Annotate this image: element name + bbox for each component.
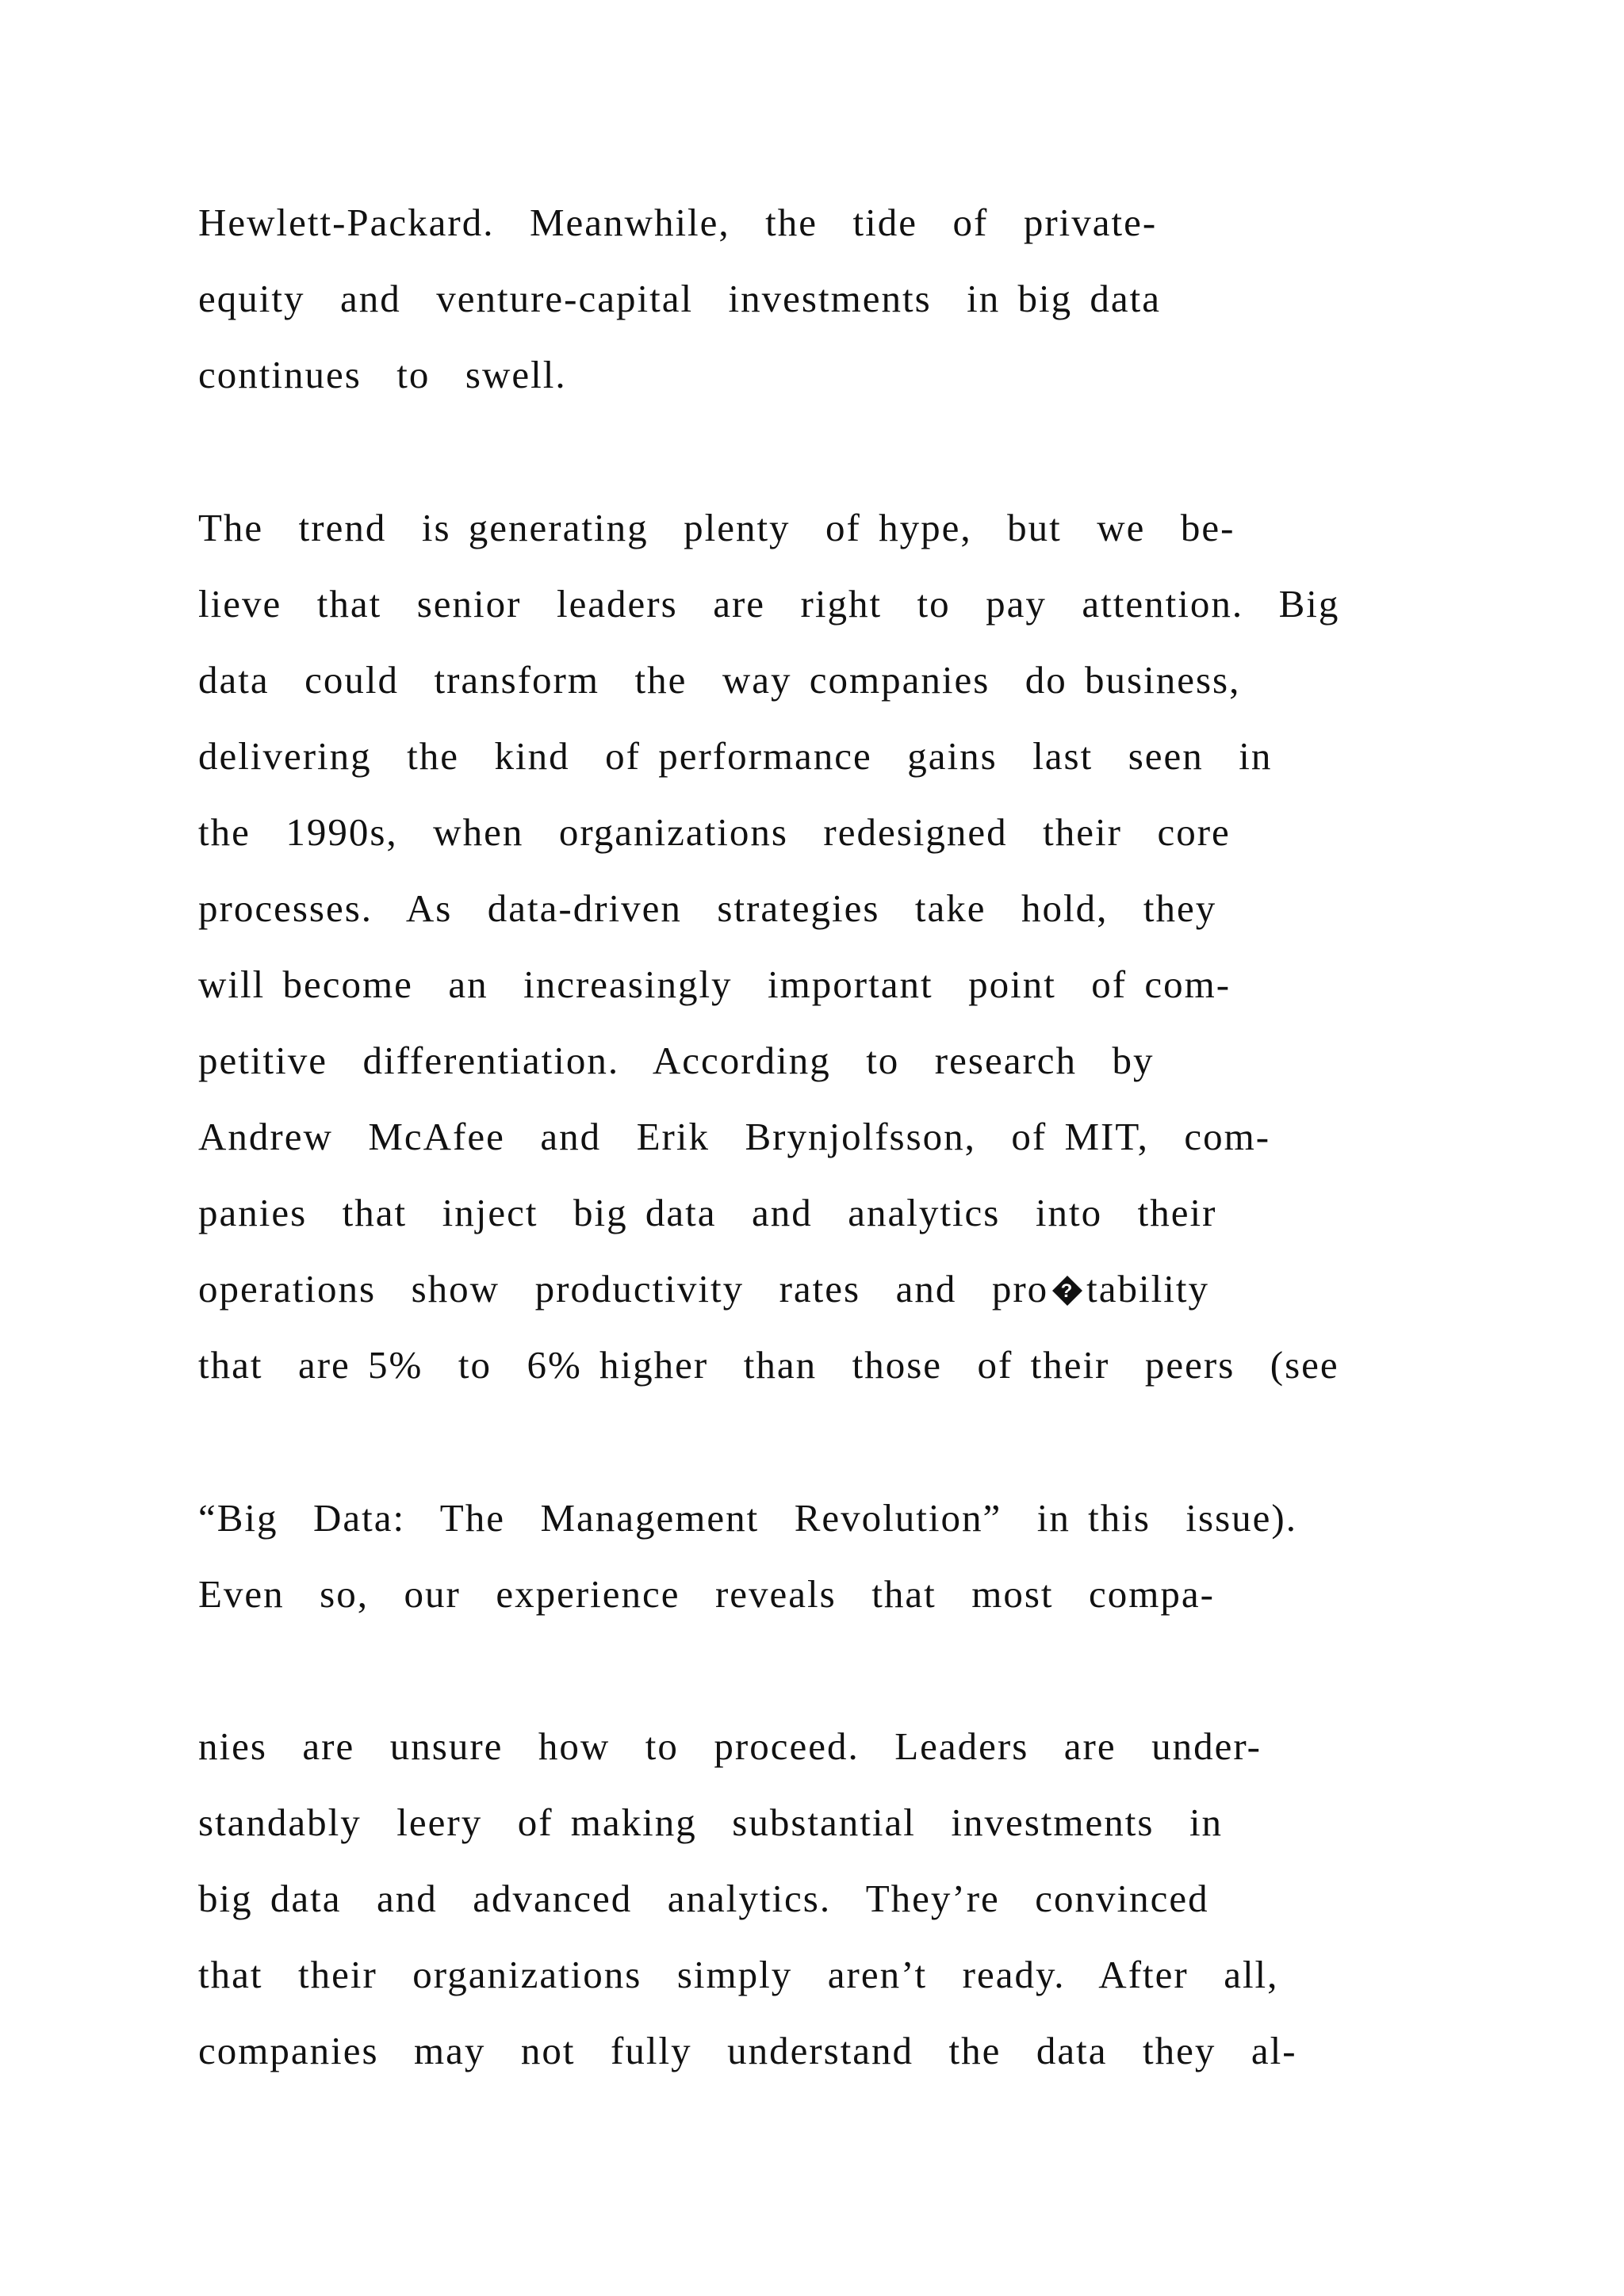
text-line-9: processes. As data-driven strategies take hold, they <box>198 886 1217 930</box>
text-line-20: big data and advanced analytics. They’re convinced <box>198 1877 1209 1920</box>
text-line-5: lieve that senior leaders are right to pay attention. Big <box>198 582 1340 626</box>
text-line-13: panies that inject big data and analytics into their <box>198 1191 1217 1234</box>
text-line-15: that are 5% to 6% higher than those of their peers (see <box>198 1343 1339 1387</box>
text-line-4: The trend is generating plenty of hype, but we be- <box>198 506 1235 549</box>
replacement-character-icon <box>1051 1270 1083 1302</box>
text-line-17: Even so, our experience reveals that most compa- <box>198 1572 1215 1616</box>
text-line-3: continues to swell. <box>198 353 567 396</box>
text-line-1: Hewlett-Packard. Meanwhile, the tide of private- <box>198 201 1158 244</box>
text-line-14 <box>198 1265 1209 1313</box>
text-line-6: data could transform the way companies do business, <box>198 658 1241 702</box>
text-line-14-suffix: tability <box>1086 1267 1209 1311</box>
text-line-7: delivering the kind of performance gains last seen in <box>198 734 1273 778</box>
text-line-18: nies are unsure how to proceed. Leaders are under- <box>198 1724 1262 1768</box>
text-line-14-prefix: operations show productivity rates and pro <box>198 1267 1049 1311</box>
text-line-2: equity and venture-capital investments in big data <box>198 277 1161 320</box>
text-line-10: will become an increasingly important point of com- <box>198 962 1231 1006</box>
text-line-8: the 1990s, when organizations redesigned their core <box>198 810 1231 854</box>
text-line-21: that their organizations simply aren’t ready. After all, <box>198 1953 1279 1996</box>
text-line-22: companies may not fully understand the data they al- <box>198 2029 1297 2072</box>
text-line-19: standably leery of making substantial investments in <box>198 1800 1224 1844</box>
text-line-12: Andrew McAfee and Erik Brynjolfsson, of MIT, com- <box>198 1115 1271 1158</box>
svg-text:?: ? <box>1060 1280 1074 1302</box>
text-line-16: “Big Data: The Management Revolution” in this issue). <box>198 1496 1297 1540</box>
text-line-11: petitive differentiation. According to research by <box>198 1039 1155 1082</box>
